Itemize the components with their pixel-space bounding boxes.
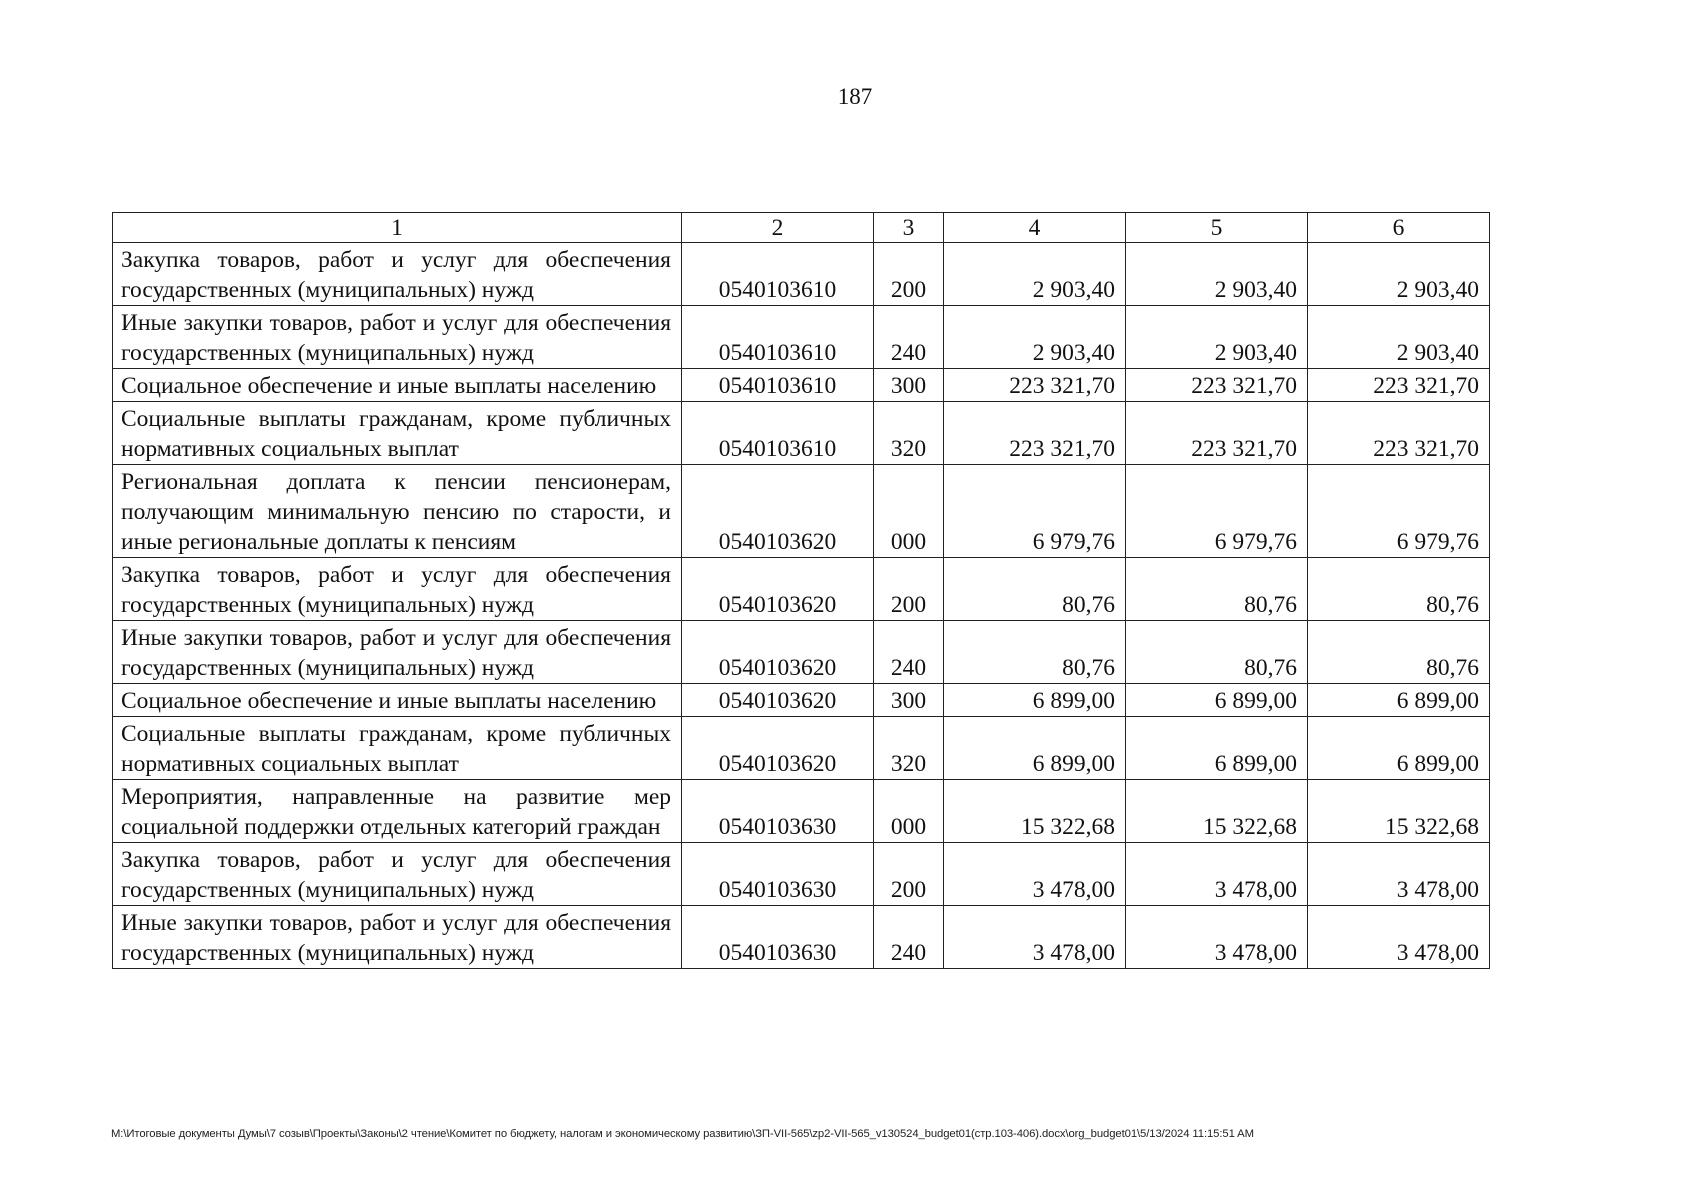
row-value-5-cell: 80,76: [1126, 621, 1308, 684]
row-value-4-cell: 6 899,00: [944, 684, 1126, 717]
row-value-6-cell: 6 899,00: [1308, 717, 1490, 780]
row-code-cell: 0540103620: [682, 621, 874, 684]
table-row: [113, 306, 1490, 369]
row-code-cell: 0540103620: [682, 717, 874, 780]
row-name-cell: Закупка товаров, работ и услуг для обеспечения государственных (муниципальных) нужд: [113, 243, 682, 306]
row-value-6-cell: 2 903,40: [1308, 243, 1490, 306]
budget-table: [112, 212, 1490, 969]
row-name-cell: Региональная доплата к пенсии пенсионерам, получающим минимальную пенсию по старости, и иные региональные доплаты к пенсиям: [113, 465, 682, 558]
row-code-cell: 0540103620: [682, 558, 874, 621]
row-value-4-cell: 15 322,68: [944, 780, 1126, 843]
row-value-5-cell: 6 899,00: [1126, 684, 1308, 717]
header-cell-6: 6: [1308, 213, 1490, 243]
row-name-cell: Иные закупки товаров, работ и услуг для обеспечения государственных (муниципальных) нужд: [113, 306, 682, 369]
row-value-6-cell: 15 322,68: [1308, 780, 1490, 843]
row-value-5-cell: 223 321,70: [1126, 402, 1308, 465]
table-row: [113, 906, 1490, 969]
row-code-cell: 0540103610: [682, 306, 874, 369]
row-value-5-cell: 80,76: [1126, 558, 1308, 621]
row-code-cell: 0540103610: [682, 243, 874, 306]
row-value-5-cell: 2 903,40: [1126, 243, 1308, 306]
row-type-cell: 240: [874, 306, 944, 369]
row-value-5-cell: 15 322,68: [1126, 780, 1308, 843]
row-code-cell: 0540103630: [682, 780, 874, 843]
row-value-4-cell: 2 903,40: [944, 306, 1126, 369]
row-code-cell: 0540103620: [682, 684, 874, 717]
header-cell-4: 4: [944, 213, 1126, 243]
table-row: [113, 717, 1490, 780]
table-row: [113, 465, 1490, 558]
row-value-6-cell: 6 979,76: [1308, 465, 1490, 558]
row-code-cell: 0540103630: [682, 843, 874, 906]
row-value-4-cell: 3 478,00: [944, 843, 1126, 906]
row-type-cell: 320: [874, 717, 944, 780]
row-type-cell: 000: [874, 465, 944, 558]
row-type-cell: 000: [874, 780, 944, 843]
table-header: [113, 213, 1490, 243]
row-value-4-cell: 80,76: [944, 558, 1126, 621]
table-row: [113, 558, 1490, 621]
row-value-6-cell: 3 478,00: [1308, 843, 1490, 906]
table-row: [113, 243, 1490, 306]
row-value-5-cell: 3 478,00: [1126, 843, 1308, 906]
row-value-4-cell: 223 321,70: [944, 369, 1126, 402]
row-type-cell: 200: [874, 558, 944, 621]
table-row: [113, 684, 1490, 717]
row-value-4-cell: 223 321,70: [944, 402, 1126, 465]
row-name-cell: Социальное обеспечение и иные выплаты населению: [113, 369, 682, 402]
row-name-cell: Иные закупки товаров, работ и услуг для обеспечения государственных (муниципальных) нужд: [113, 906, 682, 969]
row-value-5-cell: 223 321,70: [1126, 369, 1308, 402]
row-name-cell: Мероприятия, направленные на развитие мер социальной поддержки отдельных категорий граждан: [113, 780, 682, 843]
row-value-6-cell: 6 899,00: [1308, 684, 1490, 717]
header-cell-2: 2: [682, 213, 874, 243]
row-type-cell: 240: [874, 621, 944, 684]
table-row: [113, 369, 1490, 402]
row-value-6-cell: 3 478,00: [1308, 906, 1490, 969]
row-type-cell: 320: [874, 402, 944, 465]
row-type-cell: 240: [874, 906, 944, 969]
table-body: [113, 243, 1490, 969]
row-name-cell: Иные закупки товаров, работ и услуг для обеспечения государственных (муниципальных) нужд: [113, 621, 682, 684]
row-value-5-cell: 2 903,40: [1126, 306, 1308, 369]
row-value-6-cell: 223 321,70: [1308, 369, 1490, 402]
header-cell-1: 1: [113, 213, 682, 243]
row-code-cell: 0540103610: [682, 369, 874, 402]
row-value-4-cell: 6 899,00: [944, 717, 1126, 780]
page-number: 187: [837, 84, 873, 109]
row-type-cell: 300: [874, 369, 944, 402]
row-name-cell: Закупка товаров, работ и услуг для обеспечения государственных (муниципальных) нужд: [113, 558, 682, 621]
row-value-6-cell: 80,76: [1308, 558, 1490, 621]
row-value-5-cell: 6 899,00: [1126, 717, 1308, 780]
row-type-cell: 200: [874, 843, 944, 906]
footer-file-path: M:\Итоговые документы Думы\7 созыв\Проекты\Законы\2 чтение\Комитет по бюджету, налогам и экономическому развитию\ЗП-VII-565\zp2-VII-565_v130524_budget01(стр.103-406).docx\org_budget01\5/13/2024 11:15:51 AM: [111, 1128, 1254, 1140]
row-value-4-cell: 2 903,40: [944, 243, 1126, 306]
row-value-4-cell: 80,76: [944, 621, 1126, 684]
row-code-cell: 0540103620: [682, 465, 874, 558]
table-row: [113, 780, 1490, 843]
table-row: [113, 621, 1490, 684]
table-row: [113, 843, 1490, 906]
row-code-cell: 0540103610: [682, 402, 874, 465]
header-row: [113, 213, 1490, 243]
row-name-cell: Социальное обеспечение и иные выплаты населению: [113, 684, 682, 717]
row-value-4-cell: 3 478,00: [944, 906, 1126, 969]
header-cell-5: 5: [1126, 213, 1308, 243]
row-value-6-cell: 2 903,40: [1308, 306, 1490, 369]
row-name-cell: Социальные выплаты гражданам, кроме публичных нормативных социальных выплат: [113, 402, 682, 465]
row-value-4-cell: 6 979,76: [944, 465, 1126, 558]
row-type-cell: 200: [874, 243, 944, 306]
header-cell-3: 3: [874, 213, 944, 243]
table-row: [113, 402, 1490, 465]
row-value-6-cell: 223 321,70: [1308, 402, 1490, 465]
row-name-cell: Закупка товаров, работ и услуг для обеспечения государственных (муниципальных) нужд: [113, 843, 682, 906]
row-code-cell: 0540103630: [682, 906, 874, 969]
row-value-5-cell: 6 979,76: [1126, 465, 1308, 558]
row-value-6-cell: 80,76: [1308, 621, 1490, 684]
row-value-5-cell: 3 478,00: [1126, 906, 1308, 969]
row-name-cell: Социальные выплаты гражданам, кроме публичных нормативных социальных выплат: [113, 717, 682, 780]
row-type-cell: 300: [874, 684, 944, 717]
